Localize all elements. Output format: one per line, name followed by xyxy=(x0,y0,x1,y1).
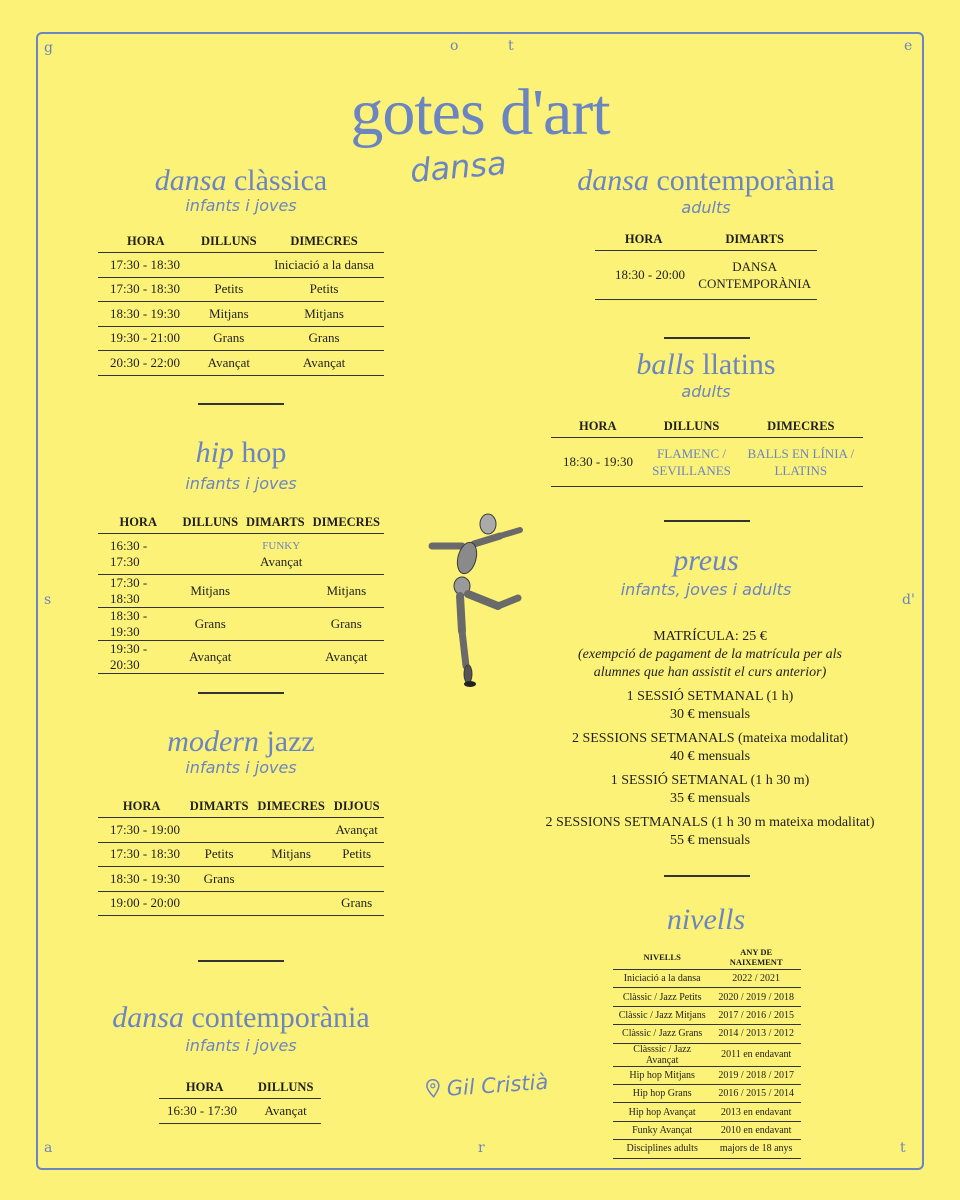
time-cell: 20:30 - 22:00 xyxy=(98,351,194,376)
header-cell: NIVELLS xyxy=(613,945,711,970)
price-label: 1 SESSIÓ SETMANAL (1 h 30 m) xyxy=(610,773,810,788)
title-italic: modern xyxy=(167,725,259,758)
table-cell: Petits xyxy=(185,842,253,867)
time-cell: 18:30 - 19:30 xyxy=(98,867,185,892)
cell-line: CONTEMPORÀNIA xyxy=(698,276,811,291)
table-cell: Grans xyxy=(178,608,242,641)
corner-letter: g xyxy=(44,40,53,56)
table-cell: Avançat xyxy=(264,351,384,376)
divider xyxy=(198,960,284,962)
contemporania-joves-table xyxy=(159,1076,321,1124)
table-cell: Grans xyxy=(185,867,253,892)
table-cell: Avançat xyxy=(194,351,265,376)
table-cell: Petits xyxy=(329,842,384,867)
price-value: 35 € mensuals xyxy=(669,791,751,806)
header-cell: DIJOUS xyxy=(329,795,384,818)
header-cell: HORA xyxy=(98,230,194,253)
table-row xyxy=(98,818,384,843)
funky-label: FUNKY xyxy=(262,540,301,552)
corner-letter: o xyxy=(450,38,459,54)
table-cell: Grans xyxy=(194,326,265,351)
table-row xyxy=(613,1043,801,1066)
header-cell: HORA xyxy=(551,415,644,438)
price-value: 55 € mensuals xyxy=(669,833,751,848)
year-cell: 2022 / 2021 xyxy=(711,970,801,988)
time-cell: 18:30 - 19:30 xyxy=(551,438,644,487)
table-row xyxy=(98,253,384,278)
section-title-llatins xyxy=(556,350,856,380)
nivells-table xyxy=(613,945,801,1159)
cell-line: FLAMENC / xyxy=(657,446,727,461)
section-subtitle: infants i joves xyxy=(185,196,297,215)
table-row xyxy=(613,988,801,1006)
header-cell: DILLUNS xyxy=(644,415,738,438)
level-cell: Disciplines adults xyxy=(613,1140,711,1158)
contemporania-adults-table xyxy=(595,228,817,300)
divider xyxy=(664,520,750,522)
time-cell: 17:30 - 19:00 xyxy=(98,818,185,843)
title-script: dansa xyxy=(408,143,508,191)
section-title-preus xyxy=(556,546,856,576)
divider xyxy=(198,403,284,405)
table-cell xyxy=(253,867,329,892)
table-cell: Grans xyxy=(309,608,384,641)
corner-letter: d' xyxy=(902,592,915,608)
title-italic: dansa xyxy=(577,164,649,197)
matricula-note: (exempció de pagament de la matrícula per als xyxy=(578,647,842,662)
year-cell: 2017 / 2016 / 2015 xyxy=(711,1006,801,1024)
table-cell xyxy=(644,438,738,487)
divider xyxy=(198,692,284,694)
table-cell: Mitjans xyxy=(264,302,384,327)
table-cell: Iniciació a la dansa xyxy=(264,253,384,278)
section-subtitle: infants, joves i adults xyxy=(620,580,792,599)
header-cell: DIMECRES xyxy=(739,415,863,438)
section-title-contemporania-joves xyxy=(98,1003,384,1033)
matricula-label: MATRÍCULA: 25 € xyxy=(653,629,767,644)
header-cell: HORA xyxy=(159,1076,250,1099)
table-row xyxy=(98,867,384,892)
section-title-nivells: nivells xyxy=(666,903,746,936)
table-row xyxy=(98,534,384,575)
corner-letter: t xyxy=(900,1140,906,1156)
time-cell: 18:30 - 19:30 xyxy=(98,302,194,327)
table-cell: Grans xyxy=(329,891,384,916)
price-item xyxy=(540,730,880,766)
corner-letter: e xyxy=(904,38,913,54)
level-cell: Hip hop Grans xyxy=(613,1084,711,1102)
matricula-note: alumnes que han assistit el curs anterior) xyxy=(593,665,827,680)
table-cell: Avançat xyxy=(250,1099,321,1124)
jazz-table xyxy=(98,795,384,916)
header-cell: DILLUNS xyxy=(250,1076,321,1099)
table-row xyxy=(613,1006,801,1024)
price-label: 2 SESSIONS SETMANALS (mateixa modalitat) xyxy=(571,731,849,746)
header-cell: HORA xyxy=(98,795,185,818)
title-italic: hip xyxy=(195,436,234,469)
section-subtitle: infants i joves xyxy=(185,474,297,493)
table-row xyxy=(98,891,384,916)
table-row xyxy=(98,842,384,867)
title-rest: jazz xyxy=(266,725,315,758)
title-rest: hop xyxy=(241,436,287,469)
table-cell xyxy=(242,641,309,674)
time-cell: 19:30 - 21:00 xyxy=(98,326,194,351)
price-item xyxy=(540,772,880,808)
time-cell: 18:30 - 19:30 xyxy=(98,608,178,641)
title-italic: dansa xyxy=(154,164,227,197)
price-label: 2 SESSIONS SETMANALS (1 h 30 m mateixa modalitat) xyxy=(545,815,875,830)
title-rest: clàssica xyxy=(233,164,328,197)
section-title-jazz xyxy=(98,727,384,757)
time-cell: 17:30 - 18:30 xyxy=(98,277,194,302)
year-cell: 2014 / 2013 / 2012 xyxy=(711,1025,801,1043)
table-cell xyxy=(194,253,265,278)
table-cell xyxy=(253,818,329,843)
year-cell: 2016 / 2015 / 2014 xyxy=(711,1084,801,1102)
title-rest: contemporània xyxy=(191,1001,370,1034)
year-cell: 2020 / 2019 / 2018 xyxy=(711,988,801,1006)
cell-line: BALLS EN LÍNIA / xyxy=(747,446,855,461)
table-cell: Avançat xyxy=(309,641,384,674)
table-row xyxy=(98,641,384,674)
table-row xyxy=(98,302,384,327)
table-row xyxy=(613,1066,801,1084)
year-cell: 2010 en endavant xyxy=(711,1121,801,1139)
year-cell: 2019 / 2018 / 2017 xyxy=(711,1066,801,1084)
section-subtitle: adults xyxy=(681,198,731,217)
llatins-table xyxy=(551,415,863,487)
header-cell: DIMARTS xyxy=(185,795,253,818)
cell-line: DANSA xyxy=(732,259,778,274)
divider xyxy=(664,875,750,877)
table-cell: Petits xyxy=(194,277,265,302)
time-cell: 17:30 - 18:30 xyxy=(98,575,178,608)
table-cell: Mitjans xyxy=(194,302,265,327)
table-cell: Avançat xyxy=(178,641,242,674)
prices-block xyxy=(540,628,880,856)
level-cell: Hip hop Avançat xyxy=(613,1103,711,1121)
price-label: 1 SESSIÓ SETMANAL (1 h) xyxy=(626,689,794,704)
table-cell: Mitjans xyxy=(178,575,242,608)
section-title-hiphop xyxy=(98,438,384,468)
section-title-contemporania-adults xyxy=(556,166,856,196)
table-cell: Grans xyxy=(264,326,384,351)
year-cell: majors de 18 anys xyxy=(711,1140,801,1158)
price-value: 40 € mensuals xyxy=(669,749,751,764)
wooden-mannequin-figure xyxy=(410,506,540,688)
header-cell: DIMARTS xyxy=(692,228,817,251)
corner-letter: t xyxy=(508,38,514,54)
title-rest: llatins xyxy=(702,348,776,381)
header-cell: DILLUNS xyxy=(194,230,265,253)
table-row xyxy=(98,326,384,351)
table-row xyxy=(159,1099,321,1124)
table-cell xyxy=(185,818,253,843)
section-subtitle: adults xyxy=(681,382,731,401)
table-row xyxy=(98,351,384,376)
table-cell xyxy=(242,608,309,641)
table-cell xyxy=(692,251,817,300)
table-cell xyxy=(329,867,384,892)
time-cell: 17:30 - 18:30 xyxy=(98,842,185,867)
table-cell xyxy=(739,438,863,487)
hiphop-table xyxy=(98,511,384,674)
title-italic: preus xyxy=(673,544,739,577)
table-cell: Petits xyxy=(264,277,384,302)
title-rest: contemporània xyxy=(656,164,835,197)
header-cell: DIMECRES xyxy=(264,230,384,253)
funky-level: Avançat xyxy=(260,554,303,569)
cell-line: LLATINS xyxy=(774,463,828,478)
level-cell: Hip hop Mitjans xyxy=(613,1066,711,1084)
time-cell: 19:30 - 20:30 xyxy=(98,641,178,674)
table-row xyxy=(551,438,863,487)
credit-text: Gil Cristià xyxy=(445,1069,550,1101)
table-row xyxy=(98,575,384,608)
section-subtitle: infants i joves xyxy=(185,1036,297,1055)
header-cell: HORA xyxy=(98,511,178,534)
header-cell: ANY DE NAIXEMENT xyxy=(711,945,801,970)
classica-table xyxy=(98,230,384,376)
title-italic: balls xyxy=(636,348,695,381)
table-row xyxy=(613,970,801,988)
time-cell: 18:30 - 20:00 xyxy=(595,251,692,300)
funky-cell xyxy=(178,534,384,575)
level-cell: Clàssic / Jazz Petits xyxy=(613,988,711,1006)
time-cell: 16:30 - 17:30 xyxy=(98,534,178,575)
header-cell: DIMARTS xyxy=(242,511,309,534)
header-cell: DIMECRES xyxy=(309,511,384,534)
table-row xyxy=(613,1084,801,1102)
price-item xyxy=(540,814,880,850)
section-title-classica xyxy=(98,166,384,196)
time-cell: 16:30 - 17:30 xyxy=(159,1099,250,1124)
table-row xyxy=(613,1103,801,1121)
divider xyxy=(664,337,750,339)
location-pin-icon xyxy=(425,1078,440,1099)
table-row xyxy=(595,251,817,300)
header-cell: HORA xyxy=(595,228,692,251)
corner-letter: a xyxy=(44,1140,53,1156)
price-item xyxy=(540,688,880,724)
cell-line: SEVILLANES xyxy=(652,463,731,478)
year-cell: 2011 en endavant xyxy=(711,1043,801,1066)
table-row xyxy=(613,1121,801,1139)
page-title: gotes d'art xyxy=(350,76,610,149)
table-row xyxy=(613,1025,801,1043)
time-cell: 17:30 - 18:30 xyxy=(98,253,194,278)
table-cell: Mitjans xyxy=(309,575,384,608)
table-cell: Avançat xyxy=(329,818,384,843)
matricula-block xyxy=(540,628,880,682)
header-cell: DIMECRES xyxy=(253,795,329,818)
table-cell: Mitjans xyxy=(253,842,329,867)
table-cell xyxy=(253,891,329,916)
table-row xyxy=(98,277,384,302)
section-subtitle: infants i joves xyxy=(185,758,297,777)
table-cell xyxy=(242,575,309,608)
year-cell: 2013 en endavant xyxy=(711,1103,801,1121)
level-cell: Clàssic / Jazz Grans xyxy=(613,1025,711,1043)
level-cell: Funky Avançat xyxy=(613,1121,711,1139)
header-cell: DILLUNS xyxy=(178,511,242,534)
title-italic: dansa xyxy=(112,1001,184,1034)
table-row xyxy=(98,608,384,641)
table-row xyxy=(613,1140,801,1158)
level-cell: Clàsssic / Jazz Avançat xyxy=(613,1043,711,1066)
level-cell: Iniciació a la dansa xyxy=(613,970,711,988)
time-cell: 19:00 - 20:00 xyxy=(98,891,185,916)
price-value: 30 € mensuals xyxy=(669,707,751,722)
table-cell xyxy=(185,891,253,916)
corner-letter: r xyxy=(478,1140,485,1156)
level-cell: Clàssic / Jazz Mitjans xyxy=(613,1006,711,1024)
corner-letter: s xyxy=(44,592,52,608)
